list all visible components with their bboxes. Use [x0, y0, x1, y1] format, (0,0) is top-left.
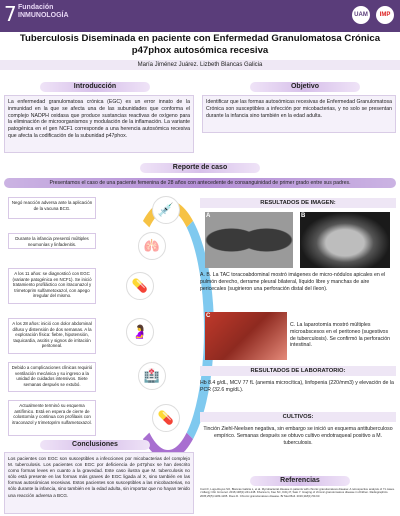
introduccion-text: La enfermedad granulomatosa crónica (EGC) es un error innato de la inmunidad en la que se afecta una de las subunidades que conforma el complejo NADPH oxidasa que produce sustancias reactivas de oxígeno para la eliminación de microorganismos y modulación de la inflamación. La variante patogénica en el gen NCF1 corresponde a una herencia autosómica recesiva que afecta la codificación de la subunidad p47phox. — [4, 95, 194, 153]
title-line-1: Tuberculosis Diseminada en paciente con Enfermedad Granulomatosa Crónica — [19, 33, 381, 44]
timeline-item-4: A los 28 años: inició con dolor abdominal difuso y distensión de dos semanas. A la exploración física: fiebre, hipotensión, taquicardia, ascitis y signos de irritación peritoneal. — [8, 318, 96, 354]
institution-logos — [352, 6, 394, 24]
introduccion-heading: Introducción — [40, 82, 150, 92]
laboratorio-text: Hb 8.4 g/dL, MCV 77 fL (anemia microcítica), linfopenia (220/mm3) y elevación de la PCR (32.6 mg/dL). — [200, 380, 394, 393]
logo-number: 7 — [4, 2, 17, 26]
timeline-item-3: A los 11 años: se diagnosticó con EGC (variante patogénica en NCF1). Se inició tratamiento profiláctico con itraconazol y trimetoprim sulfametoxazol, con apego irregular del mismo. — [8, 268, 96, 304]
objetivo-text: Identificar que las formas autosómicas recesivas de Enfermedad Granulomatosa Crónica son susceptibles a infección por micobacterias, y no solo se presentan durante la infancia sino también en la edad adulta. — [202, 95, 396, 133]
image-label-c: C — [206, 313, 211, 319]
pills-icon: 💊 — [126, 272, 154, 300]
image-label-b: B — [301, 213, 306, 219]
timeline-item-2: Durante la infancia presentó múltiples neumonías y linfadenitis. — [8, 233, 96, 249]
conclusiones-heading: Conclusiones — [40, 440, 150, 450]
conclusiones-text: Los pacientes con EGC son susceptibles a infecciones por micobacterias del complejo M. tuberculosis. Los pacientes con EGC por deficiencia de p47phox se han descrito como formas leves en cuanto a la gravedad. Este caso ilustra que M. tuberculosis no sólo está presente en las formas más graves de EGC ligada al X, sino también en las formas autosómicas recesivas. Estos pacientes son susceptibles a las micobacterias, no sólo durante la infancia, sino también en la edad adulta, sin importar que no hayan tenido una reacción adversa a BCG. — [4, 452, 194, 514]
vaccine-icon: 💉 — [152, 196, 180, 224]
logo-line-1: Fundación — [18, 4, 54, 11]
uam-logo: UAM — [352, 6, 370, 24]
laparotomy-image — [205, 312, 287, 360]
cultivos-heading: CULTIVOS: — [200, 412, 396, 422]
ventilator-icon: 🏥 — [138, 362, 166, 390]
reporte-heading: Reporte de caso — [140, 163, 260, 173]
objetivo-heading: Objetivo — [250, 82, 360, 92]
imagen-caption-ab: A. B. La TAC toracoabdominal mostró imágenes de micro-nódulos apicales en el pulmón derecho, derrame pleural bilateral, líquido libre y manchas de aire pericecales (sugirieron una perforación distal del íleon). — [200, 272, 386, 292]
header-bar — [0, 0, 400, 32]
ct-thorax-image — [205, 212, 293, 268]
imagen-heading: RESULTADOS DE IMAGEN: — [200, 198, 396, 208]
poster-title — [0, 33, 400, 57]
referencias-text: Conti F, Lugo-Reyes SO, Blancas Galicia L, et al. Mycobacterial disease in patients with chronic granulomatous disease: A retrospective analysis of 71 cases. J Allergy Clin Immunol. 2016;138(1):241-248. Khanna G, Kao SC, Kirby P, Sato Y. Imaging of chronic granulomatous disease in children. Radiographics. 2005;25(5):1183-1195. Roos D. Chronic granulomatous disease. Br Med Bull. 2016;118(1):50-63. — [200, 488, 395, 498]
imp-logo: IMP — [376, 6, 394, 24]
lungs-icon: 🫁 — [138, 232, 166, 260]
case-banner: Presentamos el caso de una paciente femenina de 28 años con antecedente de consanguinidad de primer grado entre sus padres. — [4, 178, 396, 188]
authors: María Jiménez Juárez. Lizbeth Blancas Galicia — [0, 60, 400, 70]
referencias-heading: Referencias — [250, 476, 350, 486]
timeline-item-6: Actualmente terminó su esquema antifímico. Está en espera de cierre de colostomía y continua con profilaxis con itraconazol y trimetoprim sulfametoxazol. — [8, 400, 96, 436]
title-line-2: p47phox autosómica recesiva — [131, 45, 269, 56]
timeline-item-1: Negó reacción adversa ante la aplicación de la vacuna BCG. — [8, 197, 96, 219]
laboratorio-heading: RESULTADOS DE LABORATORIO: — [200, 366, 396, 376]
image-label-a: A — [206, 213, 211, 219]
timeline-item-5: Debido a complicaciones clínicas requirió ventilación mecánica y su ingreso a la unidad de cuidados intensivos. Siete semanas después se extubó. — [8, 362, 96, 392]
medication-icon: 💊 — [152, 404, 180, 432]
logo-text — [18, 4, 69, 20]
abdomen-icon: 🤰 — [126, 318, 154, 346]
ct-abdomen-image — [300, 212, 390, 268]
imagen-caption-c: C. La laparotomía mostró múltiples microabscesos en el peritoneo (sugestivos de tuberculosis). Se confirmó la perforación intestinal. — [290, 322, 391, 349]
logo-line-2: INMUNOLOGÍA — [18, 12, 69, 19]
cultivos-text: Tinción Ziehl-Neelsen negativa, sin embargo se inició un esquema antituberculoso empírico. Semanas después se obtuvo cultivo endotraqueal positivo a M. tuberculosis. — [203, 426, 393, 446]
